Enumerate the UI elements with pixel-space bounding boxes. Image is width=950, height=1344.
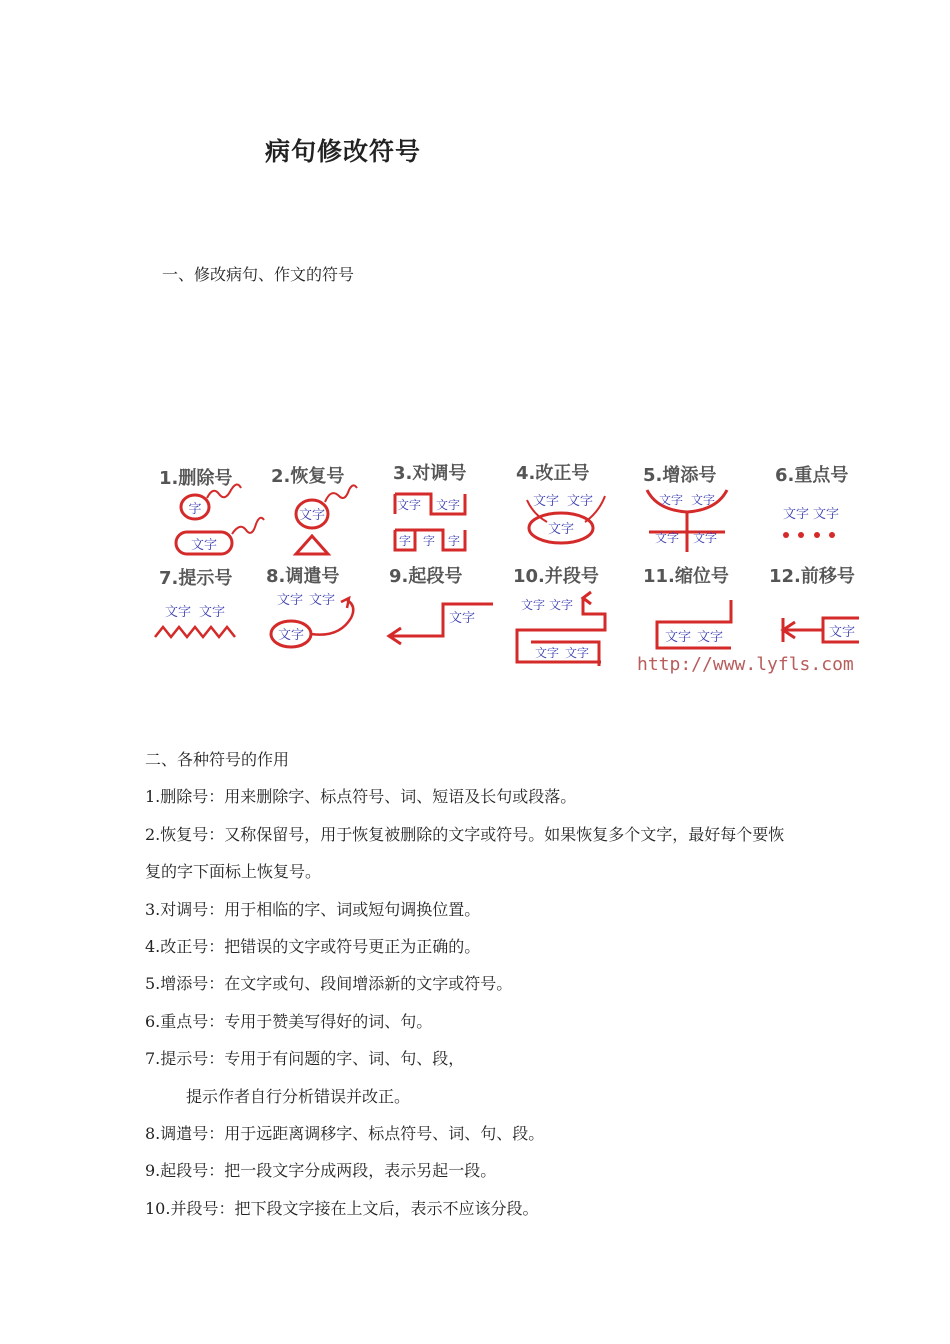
merge-word-d: 文字 xyxy=(565,646,590,660)
paragraph-line: 2.恢复号：又称保留号，用于恢复被删除的文字或符号。如果恢复多个文字，最好每个要恢 xyxy=(145,824,785,844)
paragraph-line: 1.删除号：用来删除字、标点符号、词、短语及长句或段落。 xyxy=(145,787,577,807)
swap-char-a: 字 xyxy=(398,534,412,548)
label-move: 8.调遣号 xyxy=(266,566,340,587)
label-swap: 3.对调号 xyxy=(393,463,467,484)
hint-word-a: 文字 xyxy=(165,605,192,620)
new-paragraph-word: 文字 xyxy=(449,611,476,626)
merge-word-a: 文字 xyxy=(521,598,546,612)
move-word-a: 文字 xyxy=(277,593,304,608)
swap-char-c: 字 xyxy=(447,534,461,548)
watermark-url: http://www.lyfls.com xyxy=(637,654,854,675)
label-restore: 2.恢复号 xyxy=(271,466,345,487)
merge-word-c: 文字 xyxy=(535,646,560,660)
merge-word-b: 文字 xyxy=(549,598,574,612)
insert-word-b: 文字 xyxy=(691,493,716,507)
correct-word-a: 文字 xyxy=(533,494,560,509)
indent-word-a: 文字 xyxy=(665,630,692,645)
new-paragraph-mark xyxy=(389,604,493,644)
hint-word-b: 文字 xyxy=(199,605,226,620)
correct-word-c: 文字 xyxy=(547,522,575,537)
restore-mark xyxy=(296,485,357,554)
paragraph-line: 7.提示号：专用于有问题的字、词、句、段， xyxy=(145,1049,465,1069)
indent-word-b: 文字 xyxy=(697,630,724,645)
swap-word-b: 文字 xyxy=(435,498,461,512)
shift-left-word: 文字 xyxy=(829,625,856,640)
label-correct: 4.改正号 xyxy=(516,463,590,484)
paragraph-line: 6.重点号：专用于赞美写得好的词、句。 xyxy=(145,1011,433,1031)
label-shift-left: 12.前移号 xyxy=(769,566,855,587)
symbols-figure xyxy=(143,452,875,684)
paragraph-line: 8.调遣号：用于远距离调移字、标点符号、词、句、段。 xyxy=(145,1123,545,1143)
emphasis-mark xyxy=(783,507,839,538)
insert-word-d: 文字 xyxy=(693,531,718,545)
move-word-c: 文字 xyxy=(277,628,305,643)
label-hint: 7.提示号 xyxy=(159,568,233,589)
delete-char: 字 xyxy=(188,502,202,517)
hint-mark xyxy=(155,605,235,637)
explanation-body xyxy=(145,746,825,1232)
paragraph-line: 10.并段号：把下段文字接在上文后，表示不应该分段。 xyxy=(145,1198,539,1218)
insert-mark xyxy=(647,490,727,552)
paragraph-line: 5.增添号：在文字或句、段间增添新的文字或符号。 xyxy=(145,974,513,994)
section-heading-functions: 二、各种符号的作用 xyxy=(145,750,290,769)
section-heading-symbols: 一、修改病句、作文的符号 xyxy=(162,265,355,284)
label-emphasis: 6.重点号 xyxy=(775,465,849,486)
correct-mark xyxy=(527,494,605,543)
paragraph-line: 4.改正号：把错误的文字或符号更正为正确的。 xyxy=(145,936,481,956)
move-mark xyxy=(271,593,353,647)
swap-char-b: 字 xyxy=(422,534,436,548)
page-title: 病句修改符号 xyxy=(265,137,422,166)
delete-mark xyxy=(176,484,264,554)
paragraph-line: 9.起段号：把一段文字分成两段，表示另起一段。 xyxy=(145,1161,497,1181)
insert-word-c: 文字 xyxy=(655,531,680,545)
insert-word-a: 文字 xyxy=(659,493,684,507)
label-delete: 1.删除号 xyxy=(159,468,233,489)
correct-word-b: 文字 xyxy=(567,494,594,509)
paragraph-line: 提示作者自行分析错误并改正。 xyxy=(186,1086,411,1106)
emphasis-word-b: 文字 xyxy=(813,507,840,522)
paragraph-line: 3.对调号：用于相临的字、词或短句调换位置。 xyxy=(145,899,481,919)
swap-word-a: 文字 xyxy=(396,498,422,512)
restore-word: 文字 xyxy=(298,508,326,523)
label-merge-paragraph: 10.并段号 xyxy=(513,566,599,587)
paragraph-line: 复的字下面标上恢复号。 xyxy=(145,862,322,882)
delete-word: 文字 xyxy=(190,538,218,553)
move-word-b: 文字 xyxy=(309,593,336,608)
emphasis-word-a: 文字 xyxy=(783,507,810,522)
symbols-diagram xyxy=(143,452,875,684)
label-insert: 5.增添号 xyxy=(643,465,717,486)
label-new-paragraph: 9.起段号 xyxy=(389,566,463,587)
label-indent: 11.缩位号 xyxy=(643,566,729,587)
